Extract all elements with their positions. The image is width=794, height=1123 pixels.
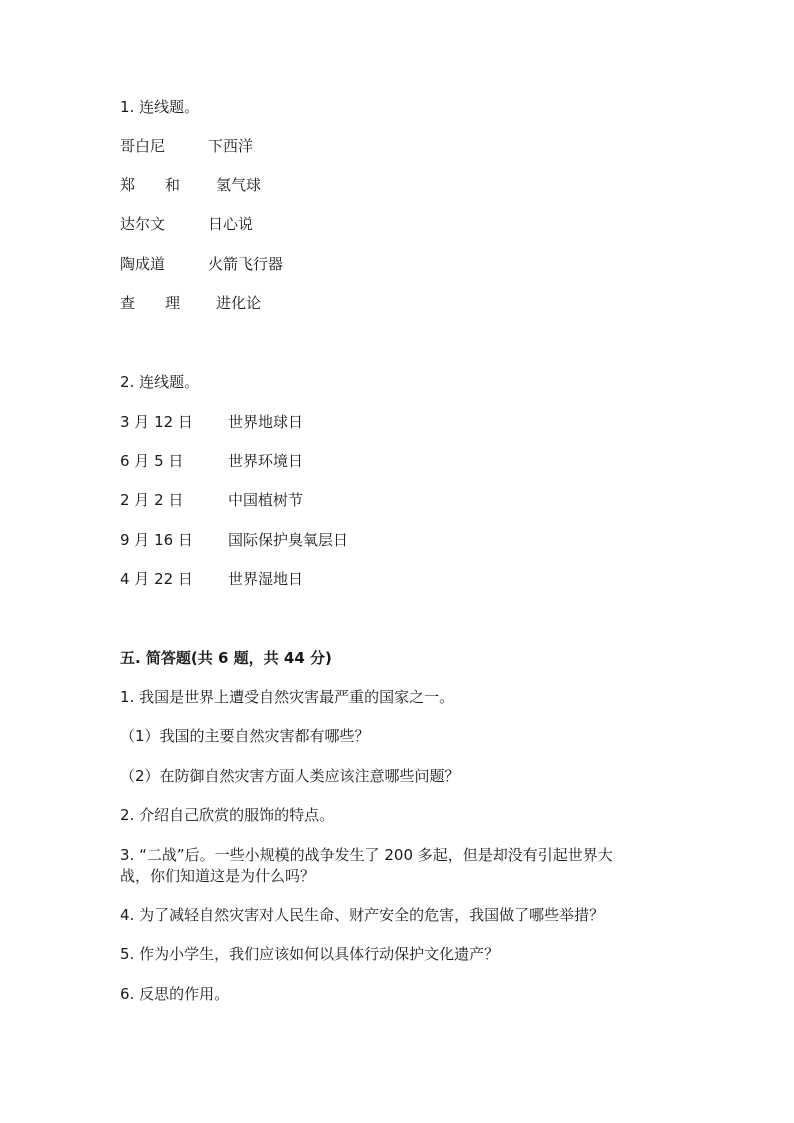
q1-pair-4-left: 陶成道 [120,255,166,273]
q2-title: 2. 连线题。 [120,373,200,391]
q2-pair-5-left: 4 月 22 日 [120,570,193,588]
q1-pair-1-right: 下西洋 [208,137,254,155]
q2-pair-3-right: 中国植树节 [228,491,304,509]
section5-q1: 1. 我国是世界上遭受自然灾害最严重的国家之一。 [120,688,455,706]
section5-q1-sub2: （2）在防御自然灾害方面人类应该注意哪些问题？ [120,767,460,785]
q1-pair-2-right: 氢气球 [216,176,262,194]
q1-pair-1-left: 哥白尼 [120,137,166,155]
section5-q1-sub1: （1）我国的主要自然灾害都有哪些？ [120,727,370,745]
q2-pair-4-left: 9 月 16 日 [120,531,193,549]
q2-pair-1-right: 世界地球日 [228,413,304,431]
q1-pair-2-left: 郑 和 [120,176,181,194]
q2-pair-4-right: 国际保护臭氧层日 [228,531,349,549]
section5-q3-line1: 3. “二战”后。一些小规模的战争发生了 200 多起，但是却没有引起世界大 [120,846,613,864]
section5-q3-line2: 战，你们知道这是为什么吗？ [120,867,316,885]
q2-pair-1-left: 3 月 12 日 [120,413,193,431]
q1-title: 1. 连线题。 [120,98,200,116]
q1-pair-4-right: 火箭飞行器 [208,255,284,273]
section5-q4: 4. 为了减轻自然灾害对人民生命、财产安全的危害，我国做了哪些举措？ [120,906,605,924]
q1-pair-5-left: 查 理 [120,294,181,312]
q1-pair-5-right: 进化论 [216,294,262,312]
q2-pair-5-right: 世界湿地日 [228,570,304,588]
q1-pair-3-left: 达尔文 [120,215,166,233]
q2-pair-2-left: 6 月 5 日 [120,452,184,470]
q2-pair-2-right: 世界环境日 [228,452,304,470]
section5-q5: 5. 作为小学生，我们应该如何以具体行动保护文化遗产？ [120,945,500,963]
q2-pair-3-left: 2 月 2 日 [120,491,184,509]
q1-pair-3-right: 日心说 [208,215,254,233]
section5-q2: 2. 介绍自己欣赏的服饰的特点。 [120,806,335,824]
section5-q6: 6. 反思的作用。 [120,985,230,1003]
section5-heading: 五. 简答题(共 6 题，共 44 分) [120,649,332,667]
